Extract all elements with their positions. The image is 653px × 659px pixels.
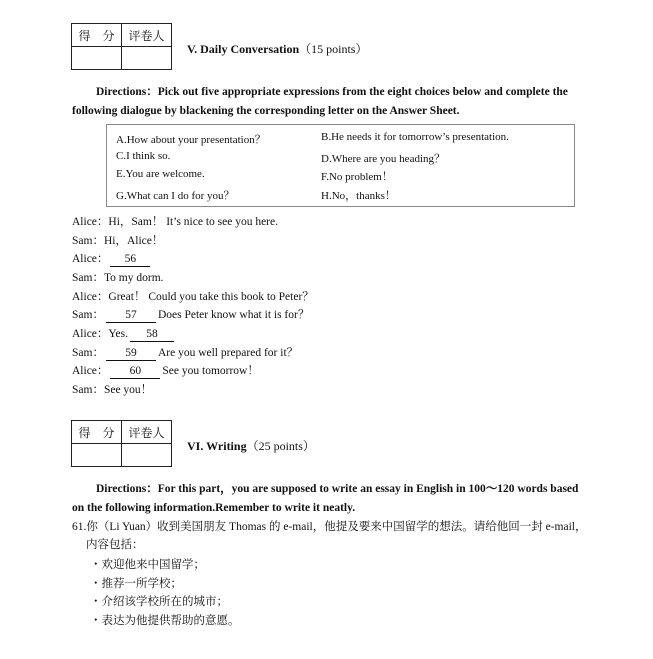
choice-h: H.No，thanks！: [321, 190, 396, 202]
task-bullet: ・介绍该学校所在的城市；: [90, 596, 228, 608]
line-text: Alice：: [72, 365, 109, 377]
score-table-section-5: [71, 23, 172, 70]
line-text: Alice：Yes.: [72, 328, 129, 340]
task-bullet: ・欢迎他来中国留学；: [90, 559, 205, 571]
directions-sep: ：: [146, 483, 158, 495]
choice-d: D.Where are you heading？: [321, 153, 446, 165]
blank-56: 56: [110, 253, 150, 267]
grader-cell: [122, 444, 172, 467]
choice-g: G.What can I do for you？: [116, 190, 235, 202]
line-text: Alice：Hi，Sam！ It’s nice to see you here.: [72, 216, 278, 228]
blank-57: 57: [106, 309, 156, 323]
line-text: Does Peter know what it is for？: [157, 309, 310, 321]
directions-text: Pick out five appropriate expressions from the eight choices below and complete the following dialogue by blackening the corresponding letter on the Answer Sheet.: [72, 86, 568, 117]
score-cell: [72, 444, 122, 467]
line-text: Sam：To my dorm.: [72, 272, 164, 284]
section-5-title-text: V. Daily Conversation: [187, 42, 300, 56]
line-text: Are you well prepared for it？: [157, 347, 299, 359]
dialogue-line: [72, 362, 259, 379]
score-table-section-6: [71, 420, 172, 467]
section-5-title: [187, 40, 367, 57]
line-text: Sam：: [72, 347, 104, 359]
line-text: Alice：Great！ Could you take this book to Peter？: [72, 291, 314, 303]
task-bullet: ・表达为他提供帮助的意愿。: [90, 615, 240, 627]
line-text: See you tomorrow！: [162, 365, 259, 377]
dialogue-line: [72, 381, 152, 397]
section-6-title-text: VI. Writing: [187, 439, 247, 453]
grader-label: 评卷人: [122, 24, 172, 47]
section-6-directions: [72, 480, 587, 518]
directions-text: For this part，you are supposed to write an essay in English in 100～120 words based on the following information.Remember to write it neatly.: [72, 483, 579, 514]
blank-58: 58: [130, 328, 174, 342]
grader-cell: [122, 47, 172, 70]
task-bullet: ・推荐一所学校；: [90, 578, 182, 590]
dialogue-line: [72, 288, 314, 304]
directions-lead: Directions: [96, 86, 147, 98]
section-5-points: （15 points）: [299, 42, 368, 56]
choice-f: F.No problem！: [321, 171, 393, 183]
choice-e: E.You are welcome.: [116, 168, 205, 180]
line-text: Sam：: [72, 309, 104, 321]
dialogue-line: [72, 344, 298, 361]
score-cell: [72, 47, 122, 70]
choice-c: C.I think so.: [116, 150, 171, 162]
choice-b: B.He needs it for tomorrow’s presentation.: [321, 131, 509, 143]
directions-lead: Directions: [96, 483, 147, 495]
score-label: 得 分: [72, 24, 122, 47]
blank-60: 60: [110, 365, 160, 379]
dialogue-line: [72, 325, 176, 342]
choice-a: A.How about your presentation？: [116, 134, 266, 146]
dialogue-line: [72, 232, 163, 248]
directions-sep: ：: [146, 86, 158, 98]
grader-label: 评卷人: [122, 421, 172, 444]
dialogue-line: [72, 269, 164, 285]
section-5-directions: [72, 83, 587, 121]
dialogue-line: [72, 306, 309, 323]
blank-59: 59: [106, 347, 156, 361]
line-text: Sam：Hi，Alice！: [72, 235, 164, 247]
writing-task: 61.你（Li Yuan）收到美国朋友 Thomas 的 e-mail，他提及要来中国留学的想法。请给他回一封 e-mail，内容包括：: [72, 521, 587, 551]
line-text: Sam：See you！: [72, 384, 153, 396]
section-6-points: （25 points）: [246, 439, 315, 453]
line-text: Alice：: [72, 253, 109, 265]
dialogue-line: [72, 213, 278, 229]
dialogue-line: [72, 250, 152, 267]
choices-box: [106, 124, 575, 207]
score-label: 得 分: [72, 421, 122, 444]
section-6-title: [187, 437, 315, 454]
